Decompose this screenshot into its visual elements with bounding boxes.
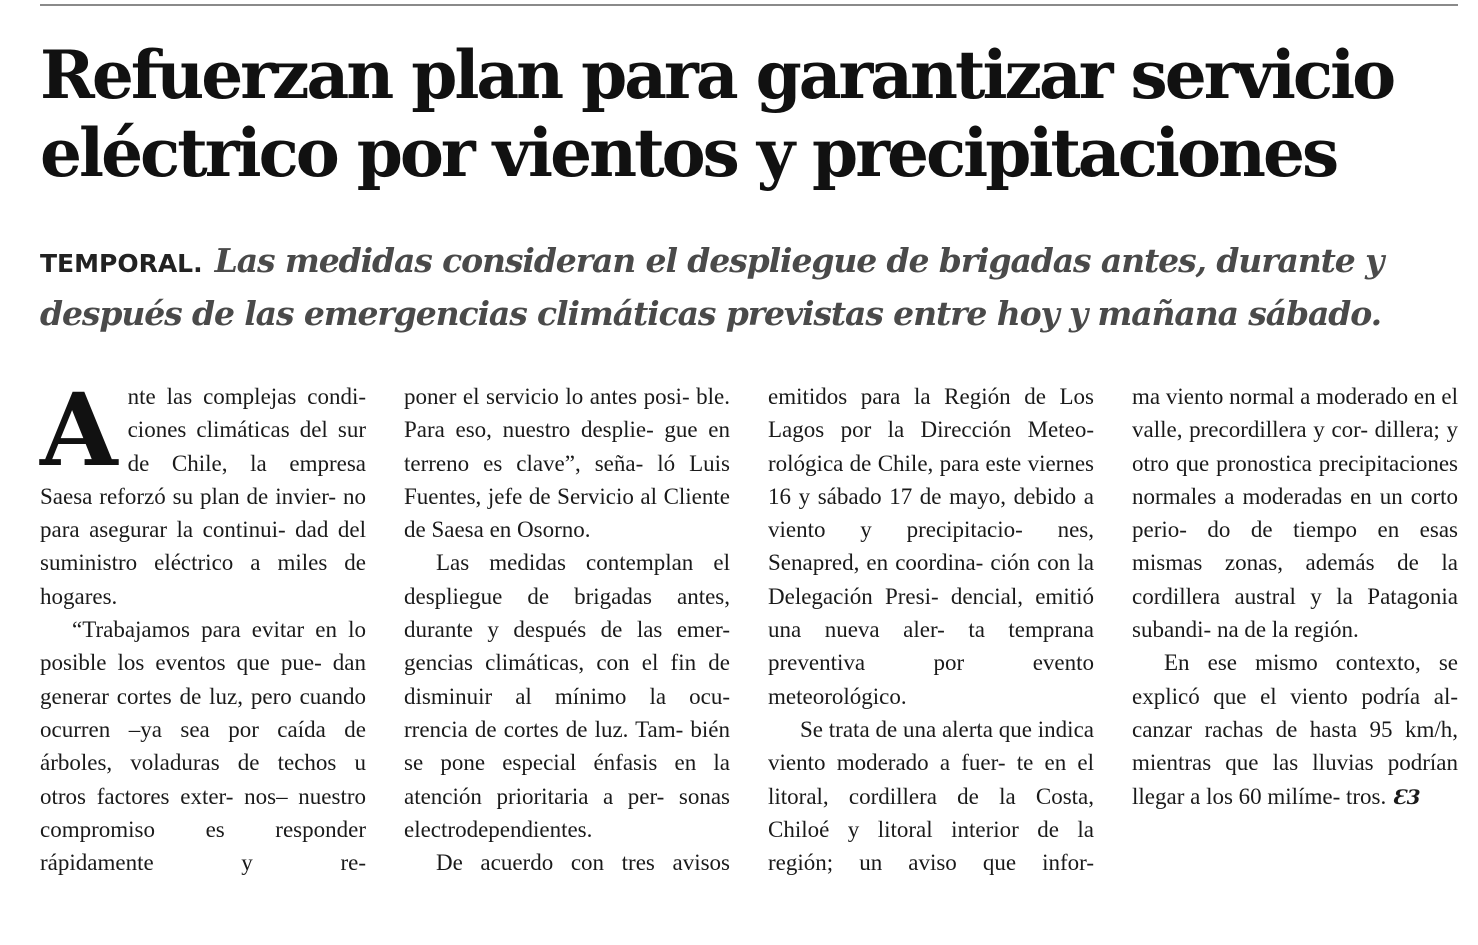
headline: [40, 36, 1460, 192]
paragraph-5-start: Se trata de una alerta que indica viento moderado a fuer- te en el litoral, cordillera de la Costa, Chiloé y litoral interior de la región; un aviso que infor-: [768, 716, 1094, 876]
headline-line-2: eléctrico por vientos y precipitaciones: [40, 114, 1337, 192]
column-4: [1132, 380, 1458, 814]
paragraph-4-start: De acuerdo con tres avisos: [436, 850, 730, 876]
deck-line-2: después de las emergencias climáticas previstas entre hoy y mañana sábado.: [40, 294, 1381, 333]
paragraph-1: nte las complejas condi- ciones climáticas del sur de Chile, la empresa Saesa reforzó su plan de invier- no para asegurar la continui- dad del suministro eléctrico a miles de hogares.: [40, 384, 366, 609]
column-3: [768, 380, 1094, 879]
deck: [40, 236, 1460, 339]
column-2: [404, 380, 730, 879]
paragraph-2-start: “Trabajamos para evitar en lo posible los eventos que pue- dan generar cortes de luz, pero cuando ocurren –ya sea por caída de árboles, voladuras de techos u otros factores exter- nos– nuestro compromiso es responder rápidamente y re-: [40, 617, 366, 876]
paragraph-6-text: En ese mismo contexto, se explicó que el viento podría al- canzar rachas de hasta 95 km/h, mientras que las lluvias podrían llegar a los 60 milíme- tros.: [1132, 650, 1458, 809]
headline-line-1: Refuerzan plan para garantizar servicio: [40, 36, 1394, 114]
paragraph-6: [1132, 646, 1458, 813]
paragraph-2-end: poner el servicio lo antes posi- ble. Para eso, nuestro desplie- gue en terreno es clave”, seña- ló Luis Fuentes, jefe de Servicio al Cliente de Saesa en Osorno.: [404, 384, 730, 543]
paragraph-5-end: ma viento normal a moderado en el valle, precordillera y cor- dillera; y otro que pronostica precipitaciones normales a moderadas en un corto perio- do de tiempo en esas mismas zonas, además de la cordillera austral y la Patagonia subandi- na de la región.: [1132, 384, 1458, 643]
column-1: [40, 371, 366, 879]
deck-line-1: [40, 236, 1460, 289]
paragraph-4-end: emitidos para la Región de Los Lagos por la Dirección Meteo- rológica de Chile, para este viernes 16 y sábado 17 de mayo, debido a viento y precipitacio- nes, Senapred, en coordina- ción con la Delegación Presi- dencial, emitió una nueva aler- ta temprana preventiva por evento meteorológico.: [768, 384, 1094, 709]
paragraph-3: Las medidas contemplan el despliegue de brigadas antes, durante y después de las emer- gencias climáticas, con el fin de disminuir al mínimo la ocu- rrencia de cortes de luz. Tam- bién se pone especial énfasis en la atención prioritaria a per- sonas electrodependientes.: [404, 550, 730, 842]
end-mark-icon: Ɛ3: [1392, 784, 1421, 809]
deck-text-1: Las medidas consideran el despliegue de brigadas antes, durante y: [214, 241, 1384, 280]
top-rule: [40, 4, 1458, 6]
kicker: TEMPORAL.: [40, 249, 203, 278]
dropcap: A: [40, 371, 118, 489]
